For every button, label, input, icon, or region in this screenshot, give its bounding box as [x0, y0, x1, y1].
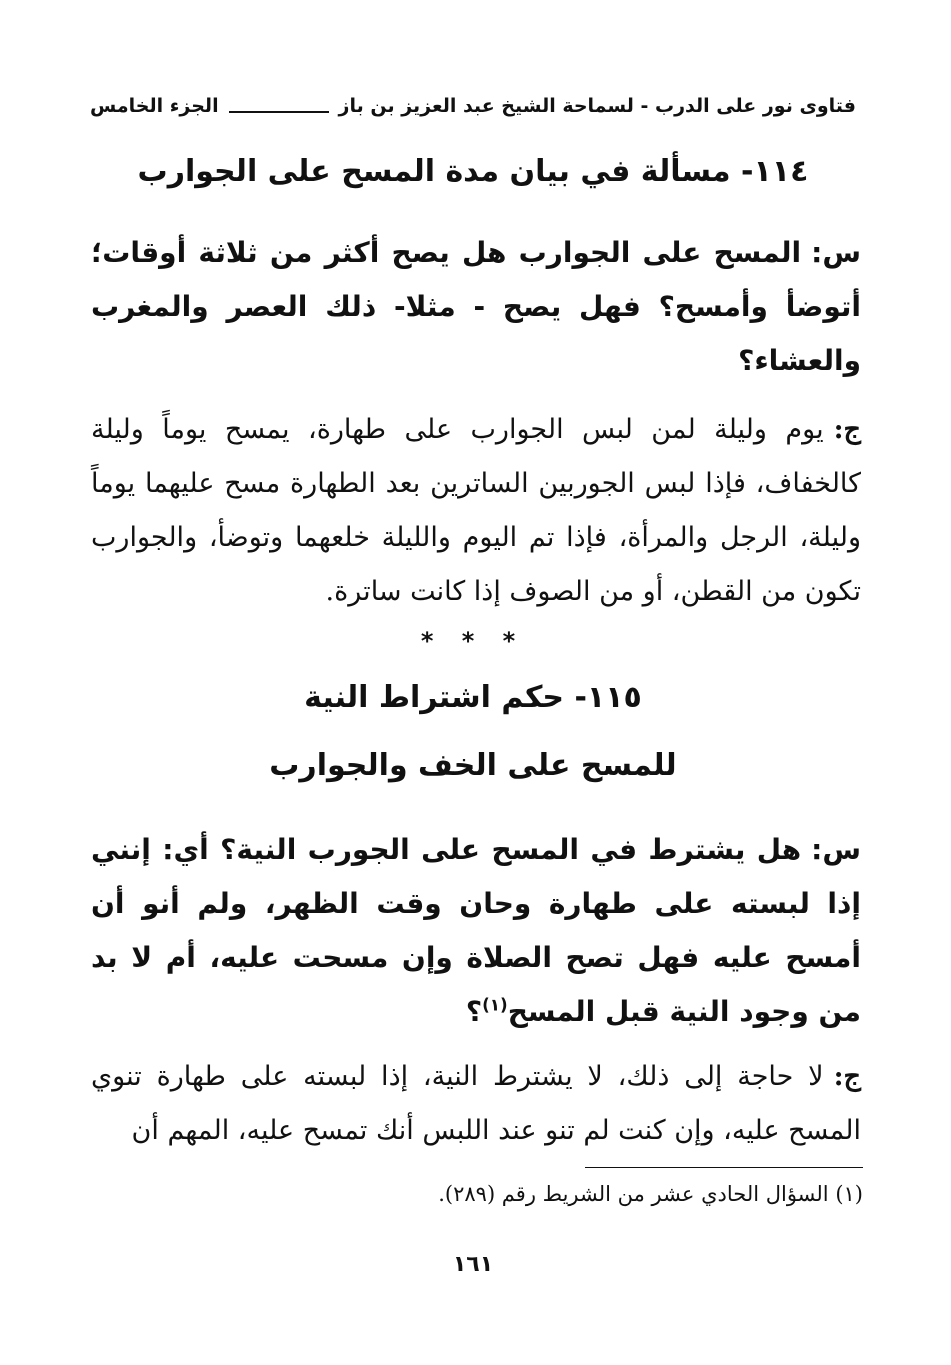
- question-text: المسح على الجوارب هل يصح أكثر من ثلاثة أوقات؛ أتوضأ وأمسح؟ فهل يصح - مثلا- ذلك العصر والمغرب والعشاء؟: [91, 236, 861, 377]
- answer-text: يوم وليلة لمن لبس الجوارب على طهارة، يمسح يوماً وليلة كالخفاف، فإذا لبس الجوربين الساترين بعد الطهارة مسح عليهما يوماً وليلة، الرجل والمرأة، فإذا تم اليوم والليلة خلعهما وتوضأ، والجوارب تكون من القطن، أو من الصوف إذا كانت ساترة.: [91, 414, 861, 607]
- question-marker: س:: [811, 236, 861, 269]
- page-number: ١٦١: [452, 1252, 494, 1277]
- section-separator: * * *: [420, 627, 526, 655]
- question-text: هل يشترط في المسح على الجورب النية؟ أي: إنني إذا لبسته على طهارة وحان وقت الظهر، ولم أنو أن أمسح عليه فهل تصح الصلاة وإن مسحت عليه، أم لا بد من وجود النية قبل المسح: [91, 833, 861, 1028]
- section-115-answer: [91, 1050, 861, 1158]
- header-rule: [229, 111, 329, 113]
- answer-text: لا حاجة إلى ذلك، لا يشترط النية، إذا لبسته على طهارة تنوي المسح عليه، وإن كنت لم تنو عند اللبس أنك تمسح عليه، المهم أن: [91, 1061, 861, 1146]
- section-115-title-line2: للمسح على الخف والجوارب: [269, 748, 677, 783]
- running-header: [90, 88, 856, 124]
- book-title: فتاوى نور على الدرب - لسماحة الشيخ عبد العزيز بن باز: [338, 95, 856, 117]
- footnote-rule: [585, 1167, 863, 1168]
- answer-marker: ج:: [833, 414, 861, 445]
- footnote-ref[interactable]: (١): [482, 994, 508, 1015]
- section-114-question: [91, 226, 861, 388]
- volume-label: الجزء الخامس: [90, 95, 219, 117]
- question-marker: س:: [811, 833, 861, 866]
- section-114-title: ١١٤- مسألة في بيان مدة المسح على الجوارب: [137, 154, 809, 189]
- footnote: (١) السؤال الحادي عشر من الشريط رقم (٢٨٩).: [438, 1182, 863, 1206]
- section-115-title-line1: ١١٥- حكم اشتراط النية: [304, 680, 642, 715]
- answer-marker: ج:: [833, 1061, 861, 1092]
- question-end: ؟: [465, 995, 483, 1028]
- section-114-answer: [91, 403, 861, 619]
- section-115-question: [91, 823, 861, 1039]
